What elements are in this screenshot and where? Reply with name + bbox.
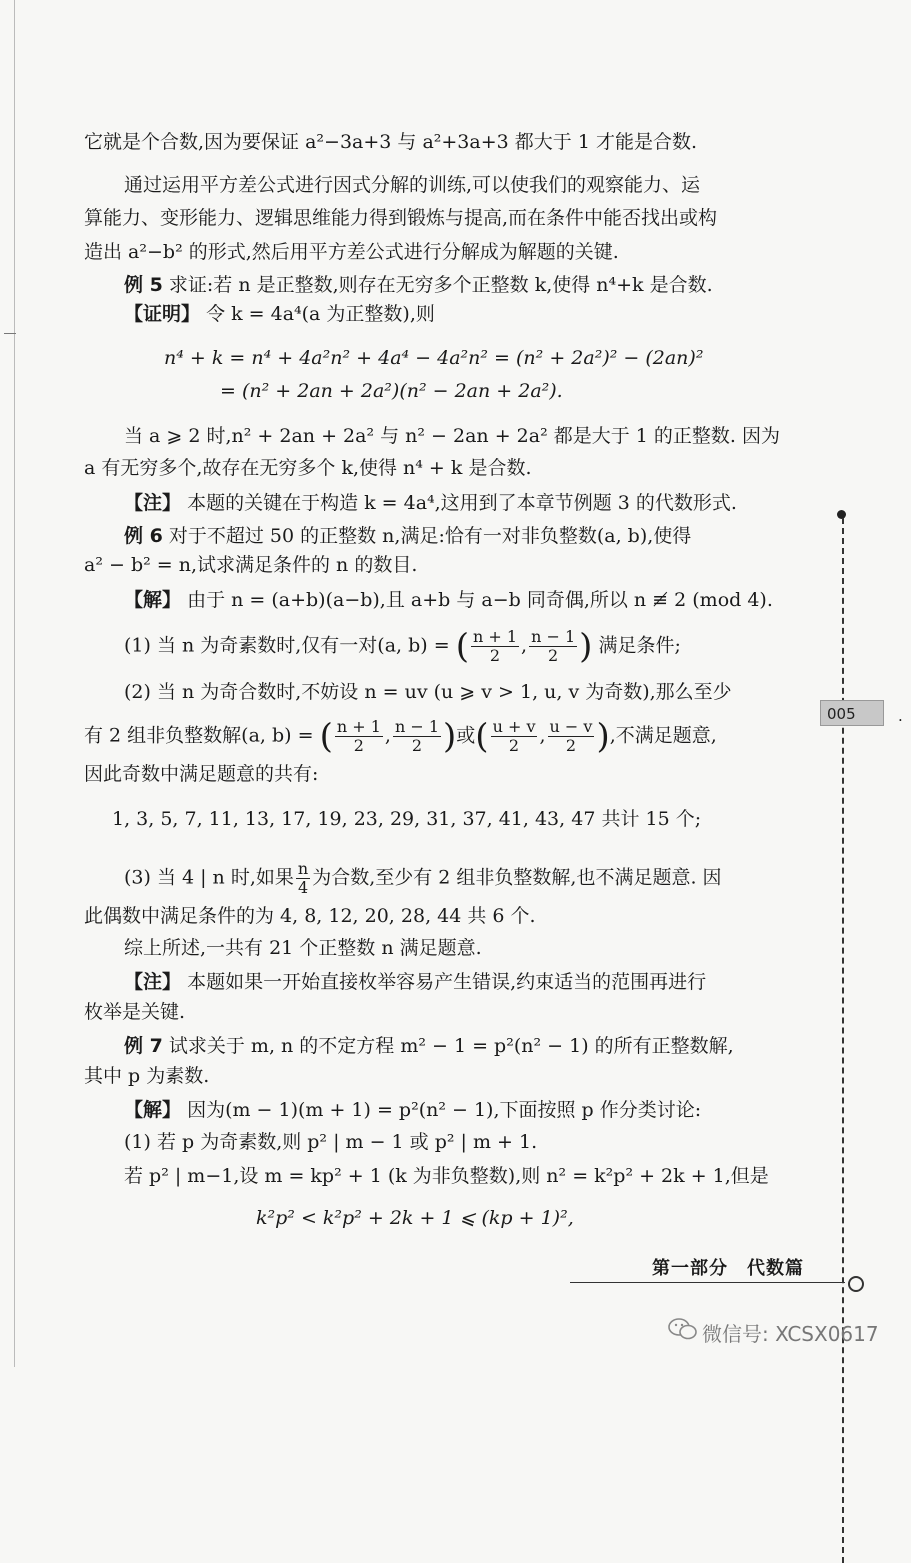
example-6 xyxy=(124,522,691,550)
paren-left: ( xyxy=(319,716,333,757)
paren-left: ( xyxy=(475,716,489,757)
text-line: 当 a ⩾ 2 时,n² + 2an + 2a² 与 n² − 2an + 2a² 都是大于 1 的正整数. 因为 xyxy=(124,425,780,447)
proof-label: 【证明】 xyxy=(124,303,201,325)
fraction: $\frac{u - v}{2}$ xyxy=(549,717,593,755)
watermark-text: 微信号: XCSX0617 xyxy=(702,1322,879,1346)
case-text: 有 2 组非负整数解(a, b) = xyxy=(84,724,314,747)
fraction: $\frac{n + 1}{2}$ xyxy=(472,627,518,665)
example-text: 对于不超过 50 的正整数 n,满足:恰有一对非负整数(a, b),使得 xyxy=(168,525,692,547)
example-label: 例 5 xyxy=(124,274,163,296)
case-text: 为合数,至少有 2 组非负整数解,也不满足题意. 因 xyxy=(312,866,722,889)
case-3-line xyxy=(124,860,722,897)
page-tick-mark xyxy=(4,333,16,334)
case-text: 或 xyxy=(456,724,476,747)
note-label: 【注】 xyxy=(124,971,182,993)
proof-line xyxy=(124,300,435,328)
example-label: 例 6 xyxy=(124,525,163,547)
text-line: 此偶数中满足条件的为 4, 8, 12, 20, 28, 44 共 6 个. xyxy=(84,905,536,927)
fraction: $\frac{n + 1}{2}$ xyxy=(336,717,381,755)
example-label: 例 7 xyxy=(124,1035,163,1057)
text-line: 因此奇数中满足题意的共有: xyxy=(84,763,319,785)
text-line: (2) 当 n 为奇合数时,不妨设 n = uv (u ⩾ v > 1, u, v 为奇数),那么至少 xyxy=(124,681,732,703)
text-line: (1) 若 p 为奇素数,则 p² | m − 1 或 p² | m + 1. xyxy=(124,1131,538,1153)
case-text: (3) 当 4 | n 时,如果 xyxy=(124,866,294,889)
fraction: $\frac{u + v}{2}$ xyxy=(492,717,536,755)
text-line: 它就是个合数,因为要保证 a²−3a+3 与 a²+3a+3 都大于 1 才能是合数. xyxy=(84,131,697,153)
solution-text: 因为(m − 1)(m + 1) = p²(n² − 1),下面按照 p 作分类讨论: xyxy=(187,1099,702,1121)
odd-number-list: 1, 3, 5, 7, 11, 13, 17, 19, 23, 29, 31, 37, 41, 43, 47 共计 15 个; xyxy=(112,808,702,830)
text-line: 算能力、变形能力、逻辑思维能力得到锻炼与提高,而在条件中能否找出或构 xyxy=(84,207,718,229)
text-line: a² − b² = n,试求满足条件的 n 的数目. xyxy=(84,554,418,576)
example-5 xyxy=(124,271,713,299)
equation-line: n⁴ + k = n⁴ + 4a²n² + 4a⁴ − 4a²n² = (n² + 2a²)² − (2an)² xyxy=(164,347,704,369)
solution-text: 由于 n = (a+b)(a−b),且 a+b 与 a−b 同奇偶,所以 n ≢ 2 (mod 4). xyxy=(187,589,773,611)
paren-left: ( xyxy=(455,626,469,667)
footer-rule xyxy=(570,1282,845,1283)
solution-label: 【解】 xyxy=(124,1099,182,1121)
case-text-end: 满足条件; xyxy=(598,634,681,657)
footer-circle-ornament xyxy=(848,1276,864,1292)
example-text: 试求关于 m, n 的不定方程 m² − 1 = p²(n² − 1) 的所有正整数解, xyxy=(168,1035,734,1057)
fraction: $\frac{n - 1}{2}$ xyxy=(394,717,440,755)
wechat-icon xyxy=(668,1316,698,1342)
footer-title: 第一部分 代数篇 xyxy=(652,1258,804,1279)
case-text: (1) 当 n 为奇素数时,仅有一对(a, b) = xyxy=(124,634,450,657)
page-binding-edge xyxy=(14,0,15,1367)
case-2-line: 有 2 组非负整数解(a, b) = ( $\frac{n + 1}{2}$ , $\frac{n - 1}{2}$ )或( $\frac{u + v}{2}$ , $\frac{u - v}{2}$ ),不满足题意, xyxy=(84,716,717,757)
example-7 xyxy=(124,1032,734,1060)
note-text: 本题的关键在于构造 k = 4a⁴,这用到了本章节例题 3 的代数形式. xyxy=(187,492,737,514)
proof-text: 令 k = 4a⁴(a 为正整数),则 xyxy=(206,303,435,325)
text-line: 其中 p 为素数. xyxy=(84,1065,210,1087)
text-line: 枚举是关键. xyxy=(84,1001,186,1023)
paren-right: ) xyxy=(579,626,593,667)
case-text: ,不满足题意, xyxy=(609,724,717,747)
case-1-line: (1) 当 n 为奇素数时,仅有一对(a, b) = ( $\frac{n + 1}{2}$ , $\frac{n - 1}{2}$ ) 满足条件; xyxy=(124,626,681,667)
page-badge-dot: . xyxy=(898,707,903,725)
solution-line xyxy=(124,586,773,614)
text-line: 综上所述,一共有 21 个正整数 n 满足题意. xyxy=(124,937,482,959)
text-line: 造出 a²−b² 的形式,然后用平方差公式进行分解成为解题的关键. xyxy=(84,241,619,263)
text-line: 通过运用平方差公式进行因式分解的训练,可以使我们的观察能力、运 xyxy=(124,174,701,196)
page-number-badge: 005 xyxy=(820,700,884,726)
example-text: 求证:若 n 是正整数,则存在无穷多个正整数 k,使得 n⁴+k 是合数. xyxy=(168,274,713,296)
solution-line xyxy=(124,1096,701,1124)
note-text: 本题如果一开始直接枚举容易产生错误,约束适当的范围再进行 xyxy=(187,971,707,993)
paren-right: ) xyxy=(596,716,610,757)
solution-label: 【解】 xyxy=(124,589,182,611)
equation-line: = (n² + 2an + 2a²)(n² − 2an + 2a²). xyxy=(220,380,563,402)
margin-dashed-line xyxy=(842,518,844,1563)
text-line: a 有无穷多个,故存在无穷多个 k,使得 n⁴ + k 是合数. xyxy=(84,457,532,479)
note-line xyxy=(124,489,737,517)
inequality-line: k²p² < k²p² + 2k + 1 ⩽ (kp + 1)², xyxy=(256,1207,574,1229)
text-line: 若 p² | m−1,设 m = kp² + 1 (k 为非负整数),则 n² = k²p² + 2k + 1,但是 xyxy=(124,1165,769,1187)
note-line xyxy=(124,968,706,996)
note-label: 【注】 xyxy=(124,492,182,514)
fraction: $\frac{n}{4}$ xyxy=(297,859,309,897)
fraction: $\frac{n - 1}{2}$ xyxy=(531,627,576,665)
paren-right: ) xyxy=(443,716,457,757)
